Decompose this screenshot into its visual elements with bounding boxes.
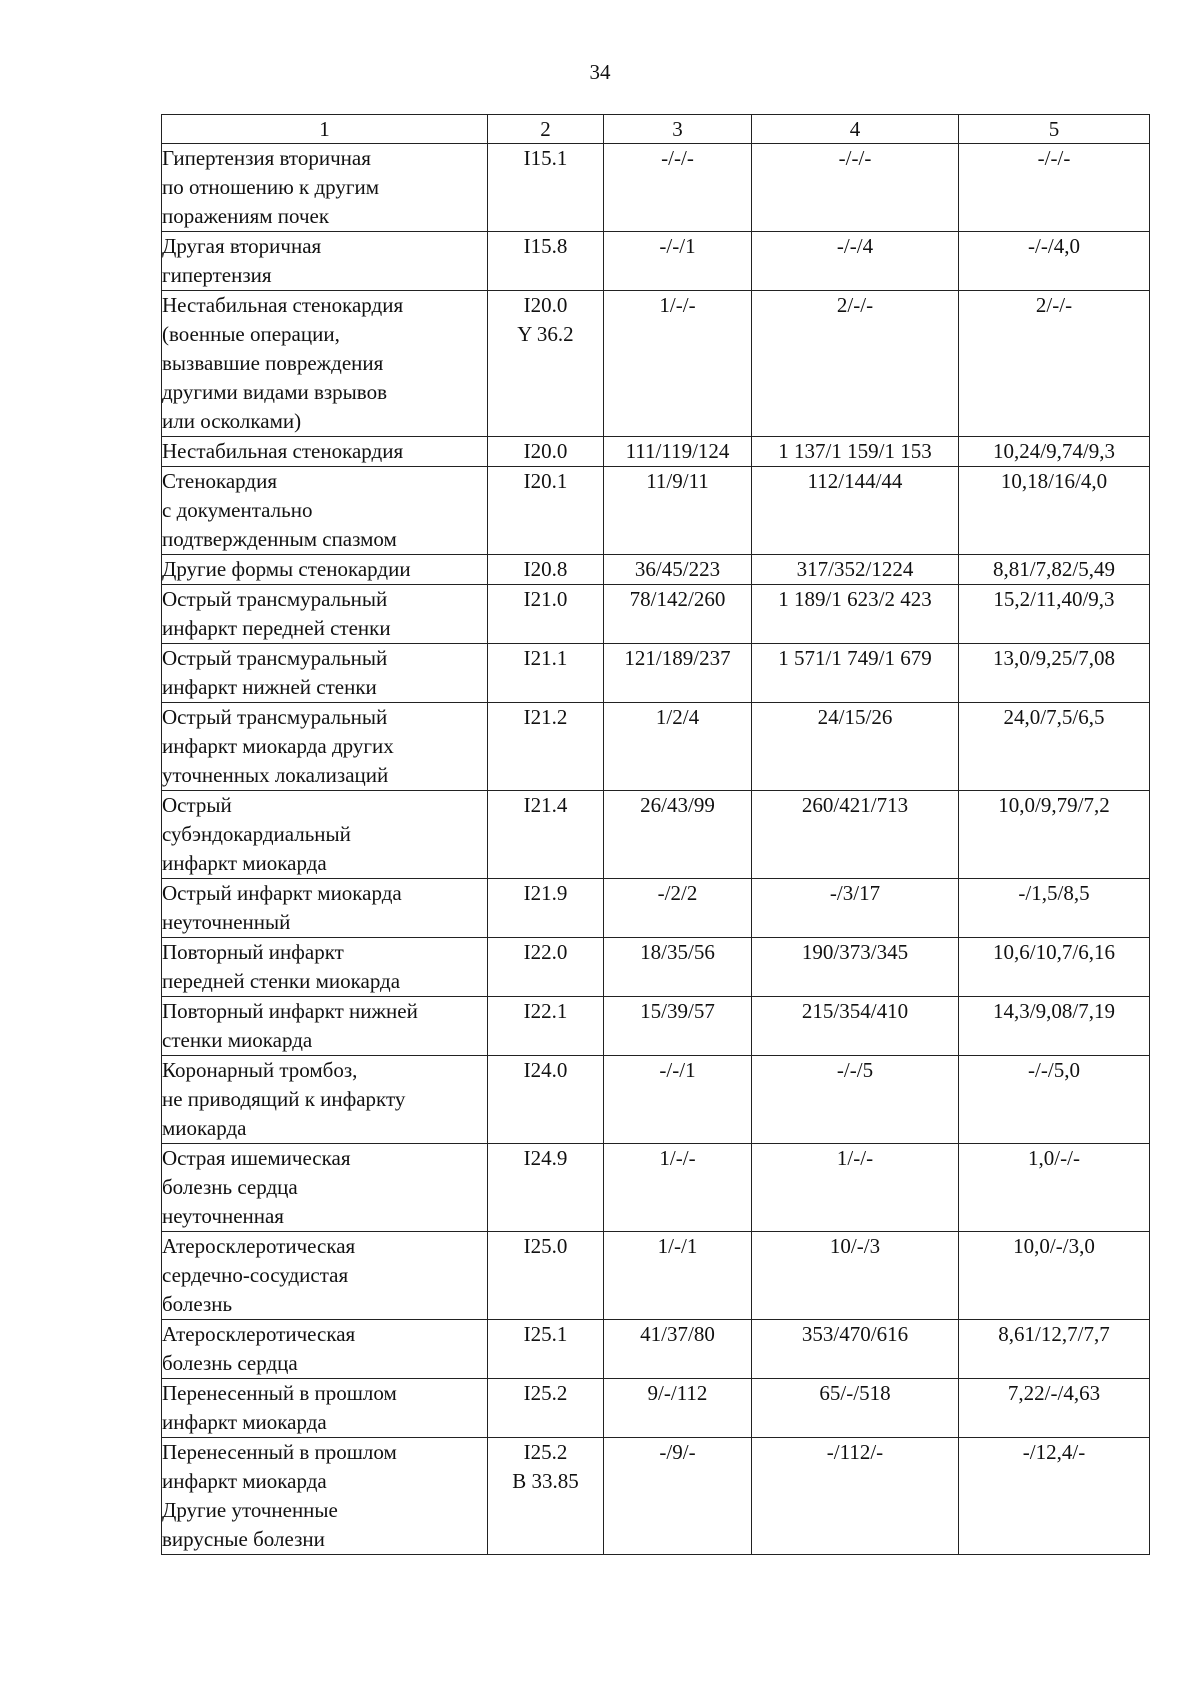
disease-name-cell: Перенесенный в прошлом инфаркт миокарда Другие уточненные вирусные болезни [162,1438,488,1555]
value-cell-col4: -/112/- [752,1438,959,1555]
disease-name-cell: Повторный инфаркт нижней стенки миокарда [162,997,488,1056]
column-header: 3 [604,115,752,144]
icd-code-cell: I21.0 [488,585,604,644]
disease-name-cell: Повторный инфаркт передней стенки миокарда [162,938,488,997]
value-cell-col4: 317/352/1224 [752,555,959,585]
value-cell-col4: 2/-/- [752,291,959,437]
table-row [162,437,1150,467]
icd-code-cell: I22.0 [488,938,604,997]
table-row [162,1320,1150,1379]
column-header: 4 [752,115,959,144]
table-row [162,791,1150,879]
value-cell-col5: 7,22/-/4,63 [959,1379,1150,1438]
value-cell-col5: 2/-/- [959,291,1150,437]
disease-name-cell: Острый инфаркт миокарда неуточненный [162,879,488,938]
table-row [162,1056,1150,1144]
value-cell-col3: 18/35/56 [604,938,752,997]
value-cell-col4: 24/15/26 [752,703,959,791]
value-cell-col5: 10,18/16/4,0 [959,467,1150,555]
column-header: 1 [162,115,488,144]
icd-code-cell: I21.1 [488,644,604,703]
value-cell-col3: 26/43/99 [604,791,752,879]
value-cell-col4: 112/144/44 [752,467,959,555]
icd-code-cell: I21.9 [488,879,604,938]
table-row [162,938,1150,997]
value-cell-col5: 8,81/7,82/5,49 [959,555,1150,585]
value-cell-col3: 1/-/- [604,291,752,437]
table-row [162,1438,1150,1555]
table-body [162,144,1150,1555]
value-cell-col5: -/12,4/- [959,1438,1150,1555]
disease-name-cell: Нестабильная стенокардия (военные операции, вызвавшие повреждения другими видами взрывов или осколками) [162,291,488,437]
icd-code-cell: I25.1 [488,1320,604,1379]
value-cell-col5: 8,61/12,7/7,7 [959,1320,1150,1379]
value-cell-col5: 10,24/9,74/9,3 [959,437,1150,467]
value-cell-col3: 121/189/237 [604,644,752,703]
value-cell-col4: -/3/17 [752,879,959,938]
icd-code-cell: I20.1 [488,467,604,555]
value-cell-col5: -/-/4,0 [959,232,1150,291]
value-cell-col3: 1/-/- [604,1144,752,1232]
table-row [162,585,1150,644]
value-cell-col3: 1/2/4 [604,703,752,791]
value-cell-col3: 41/37/80 [604,1320,752,1379]
icd-code-cell: I24.0 [488,1056,604,1144]
icd-code-cell: I25.0 [488,1232,604,1320]
icd-code-cell: I25.2 [488,1379,604,1438]
disease-name-cell: Острый трансмуральный инфаркт нижней стенки [162,644,488,703]
value-cell-col3: -/-/1 [604,232,752,291]
value-cell-col4: 190/373/345 [752,938,959,997]
table-row [162,1144,1150,1232]
disease-name-cell: Коронарный тромбоз, не приводящий к инфаркту миокарда [162,1056,488,1144]
table-row [162,232,1150,291]
value-cell-col3: 1/-/1 [604,1232,752,1320]
value-cell-col3: -/-/1 [604,1056,752,1144]
value-cell-col3: 111/119/124 [604,437,752,467]
disease-name-cell: Атеросклеротическая сердечно-сосудистая болезнь [162,1232,488,1320]
disease-name-cell: Острый трансмуральный инфаркт передней стенки [162,585,488,644]
table-row [162,997,1150,1056]
icd-code-cell: I25.2 B 33.85 [488,1438,604,1555]
disease-name-cell: Нестабильная стенокардия [162,437,488,467]
value-cell-col4: -/-/5 [752,1056,959,1144]
icd-code-cell: I21.2 [488,703,604,791]
value-cell-col4: 215/354/410 [752,997,959,1056]
value-cell-col4: 260/421/713 [752,791,959,879]
icd-code-cell: I15.8 [488,232,604,291]
disease-name-cell: Острый субэндокардиальный инфаркт миокарда [162,791,488,879]
value-cell-col3: 78/142/260 [604,585,752,644]
value-cell-col3: 15/39/57 [604,997,752,1056]
value-cell-col4: 1 137/1 159/1 153 [752,437,959,467]
disease-name-cell: Стенокардия с документально подтвержденным спазмом [162,467,488,555]
icd-code-cell: I20.0 Y 36.2 [488,291,604,437]
icd-code-cell: I15.1 [488,144,604,232]
table-row [162,467,1150,555]
table-row [162,144,1150,232]
diagnosis-table [161,114,1150,1555]
icd-code-cell: I20.8 [488,555,604,585]
value-cell-col3: -/9/- [604,1438,752,1555]
table-row [162,555,1150,585]
value-cell-col5: 10,6/10,7/6,16 [959,938,1150,997]
value-cell-col3: -/2/2 [604,879,752,938]
disease-name-cell: Перенесенный в прошлом инфаркт миокарда [162,1379,488,1438]
value-cell-col5: -/-/5,0 [959,1056,1150,1144]
value-cell-col5: 14,3/9,08/7,19 [959,997,1150,1056]
value-cell-col5: 1,0/-/- [959,1144,1150,1232]
value-cell-col4: 65/-/518 [752,1379,959,1438]
value-cell-col4: -/-/4 [752,232,959,291]
value-cell-col5: 13,0/9,25/7,08 [959,644,1150,703]
icd-code-cell: I24.9 [488,1144,604,1232]
value-cell-col3: 9/-/112 [604,1379,752,1438]
value-cell-col4: 1 571/1 749/1 679 [752,644,959,703]
table-row [162,291,1150,437]
value-cell-col5: 10,0/9,79/7,2 [959,791,1150,879]
column-header: 2 [488,115,604,144]
value-cell-col5: -/-/- [959,144,1150,232]
value-cell-col5: -/1,5/8,5 [959,879,1150,938]
table-row [162,644,1150,703]
page-number: 34 [589,60,611,84]
disease-name-cell: Гипертензия вторичная по отношению к другим поражениям почек [162,144,488,232]
value-cell-col4: 1/-/- [752,1144,959,1232]
disease-name-cell: Острый трансмуральный инфаркт миокарда других уточненных локализаций [162,703,488,791]
disease-name-cell: Другие формы стенокардии [162,555,488,585]
table-row [162,879,1150,938]
table-row [162,1232,1150,1320]
icd-code-cell: I22.1 [488,997,604,1056]
value-cell-col3: 11/9/11 [604,467,752,555]
column-header: 5 [959,115,1150,144]
value-cell-col4: -/-/- [752,144,959,232]
value-cell-col3: 36/45/223 [604,555,752,585]
value-cell-col4: 10/-/3 [752,1232,959,1320]
table-row [162,703,1150,791]
value-cell-col5: 15,2/11,40/9,3 [959,585,1150,644]
disease-name-cell: Острая ишемическая болезнь сердца неуточненная [162,1144,488,1232]
value-cell-col4: 353/470/616 [752,1320,959,1379]
value-cell-col5: 10,0/-/3,0 [959,1232,1150,1320]
table-header-row [162,115,1150,144]
disease-name-cell: Другая вторичная гипертензия [162,232,488,291]
disease-name-cell: Атеросклеротическая болезнь сердца [162,1320,488,1379]
table-row [162,1379,1150,1438]
icd-code-cell: I21.4 [488,791,604,879]
value-cell-col4: 1 189/1 623/2 423 [752,585,959,644]
value-cell-col5: 24,0/7,5/6,5 [959,703,1150,791]
icd-code-cell: I20.0 [488,437,604,467]
value-cell-col3: -/-/- [604,144,752,232]
